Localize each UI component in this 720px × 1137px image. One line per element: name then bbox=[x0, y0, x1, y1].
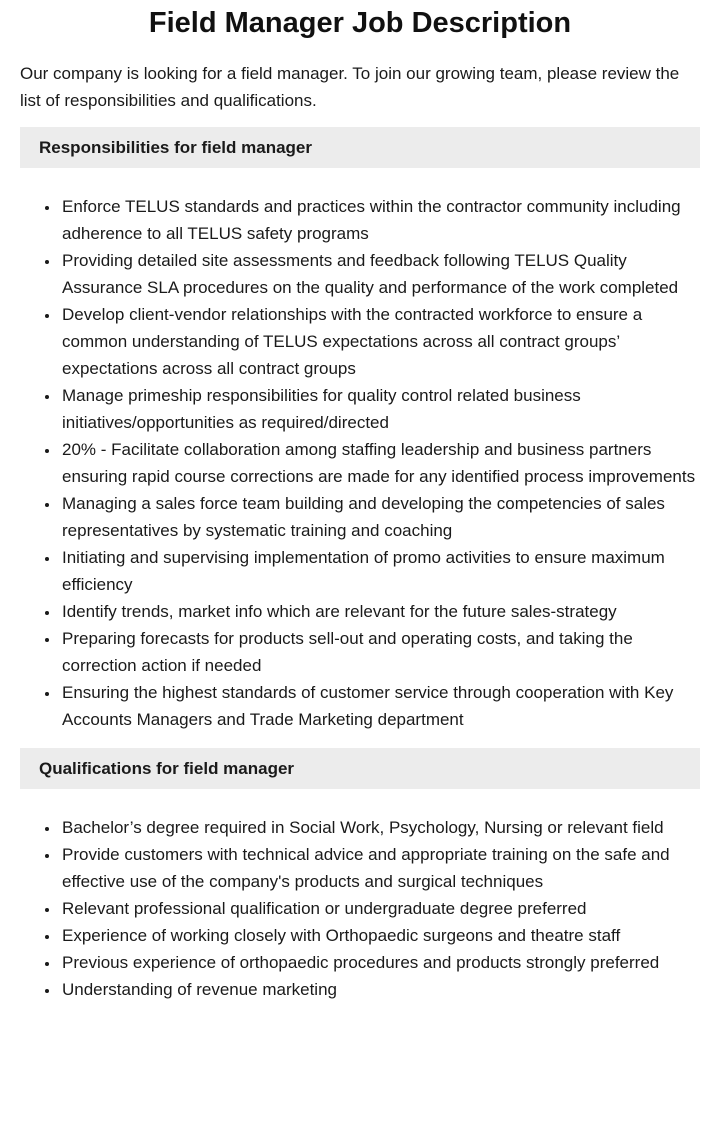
list-item: • Identify trends, market info which are relevant for the future sales-strategy bbox=[60, 598, 700, 625]
list-item: • Provide customers with technical advice and appropriate training on the safe and effective use of the company's products and surgical techniques bbox=[60, 841, 700, 895]
list-item: • Relevant professional qualification or undergraduate degree preferred bbox=[60, 895, 700, 922]
list-item: • Bachelor’s degree required in Social Work, Psychology, Nursing or relevant field bbox=[60, 814, 700, 841]
list-item: • Initiating and supervising implementation of promo activities to ensure maximum efficiency bbox=[60, 544, 700, 598]
qualifications-list bbox=[20, 814, 700, 1003]
section-responsibilities bbox=[20, 127, 700, 733]
list-item: • Providing detailed site assessments and feedback following TELUS Quality Assurance SLA procedures on the quality and performance of the work completed bbox=[60, 247, 700, 301]
list-item: • Managing a sales force team building and developing the competencies of sales representatives by systematic training and coaching bbox=[60, 490, 700, 544]
section-header-qualifications: Qualifications for field manager bbox=[20, 748, 700, 789]
list-item: • Preparing forecasts for products sell-out and operating costs, and taking the correction action if needed bbox=[60, 625, 700, 679]
section-header-responsibilities: Responsibilities for field manager bbox=[20, 127, 700, 168]
responsibilities-list bbox=[20, 193, 700, 733]
page-title: Field Manager Job Description bbox=[148, 7, 572, 39]
list-item: • Previous experience of orthopaedic procedures and products strongly preferred bbox=[60, 949, 700, 976]
list-item: • Understanding of revenue marketing bbox=[60, 976, 700, 1003]
list-item: • Enforce TELUS standards and practices within the contractor community including adherence to all TELUS safety programs bbox=[60, 193, 700, 247]
list-item: • Manage primeship responsibilities for quality control related business initiatives/opportunities as required/directed bbox=[60, 382, 700, 436]
list-item: • 20% - Facilitate collaboration among staffing leadership and business partners ensuring rapid course corrections are made for any identified process improvements bbox=[60, 436, 700, 490]
list-item: • Ensuring the highest standards of customer service through cooperation with Key Accounts Managers and Trade Marketing department bbox=[60, 679, 700, 733]
intro-paragraph: Our company is looking for a field manager. To join our growing team, please review the list of responsibilities and qualifications. bbox=[20, 64, 680, 110]
list-item: • Experience of working closely with Orthopaedic surgeons and theatre staff bbox=[60, 922, 700, 949]
section-qualifications bbox=[20, 748, 700, 1003]
list-item: • Develop client-vendor relationships with the contracted workforce to ensure a common understanding of TELUS expectations across all contract groups’ expectations across all contract groups bbox=[60, 301, 700, 382]
